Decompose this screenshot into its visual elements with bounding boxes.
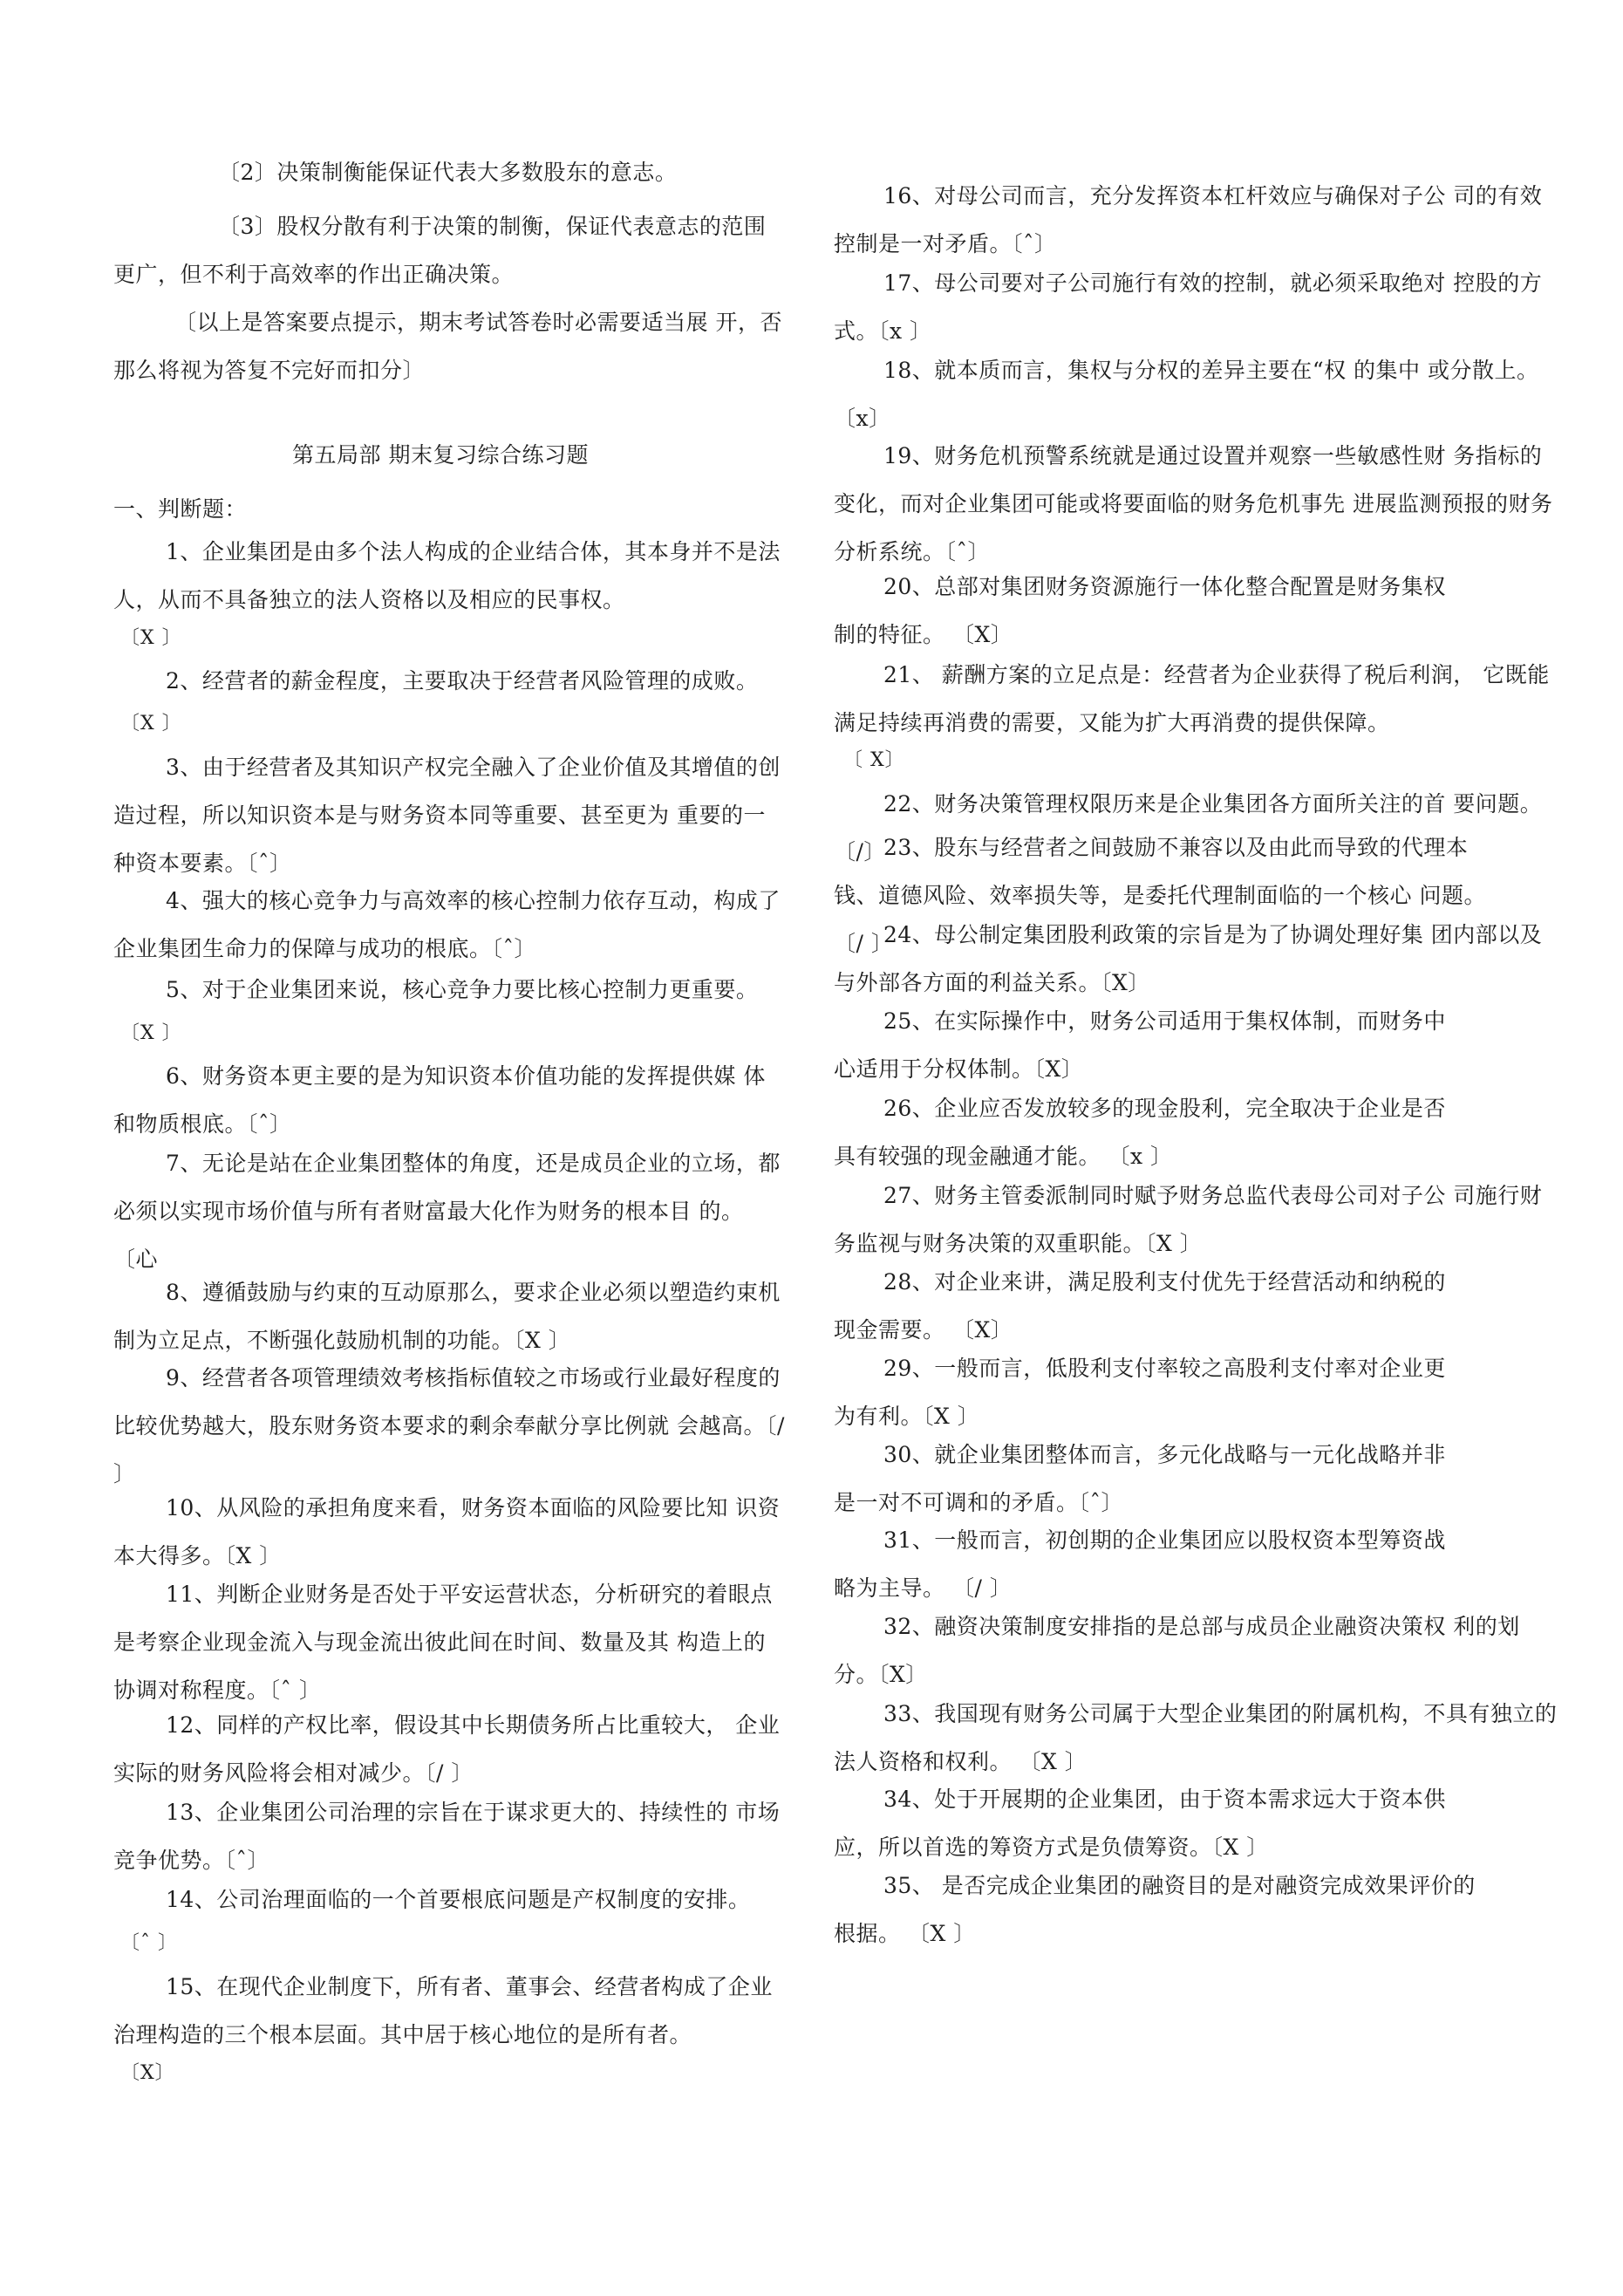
question-item: 11、判断企业财务是否处于平安运营状态，分析研究的着眼点是考察企业现金流入与现金流出彼此间在时间、数量及其 构造上的协调对称程度。〔ˆ 〕 [113, 1582, 773, 1703]
question-item: 17、母公司要对子公司施行有效的控制，就必须采取绝对 控股的方式。〔x 〕 [834, 270, 1543, 344]
question-item: 7、无论是站在企业集团整体的角度，还是成员企业的立场，都必须以实现市场价值与所有者财富最大化作为财务的根本目 的。 〔心 [113, 1151, 781, 1272]
question-item: 18、就本质而言，集权与分权的差异主要在“权 的集中 或分散上。〔x〕 [834, 358, 1539, 431]
question-item: 6、财务资本更主要的是为知识资本价值功能的发挥提供媒 体和物质根底。〔ˆ〕 [113, 1063, 766, 1137]
answer-hint-note: 〔以上是答案要点提示，期末考试答卷时必需要适当展 开，否那么将视为答复不完好而扣分〕 [113, 310, 782, 383]
question-item: 34、处于开展期的企业集团，由于资本需求远大于资本供应，所以首选的筹资方式是负债筹资。〔X 〕 [834, 1787, 1446, 1860]
question-item: 3、由于经营者及其知识产权完全融入了企业价值及其增值的创造过程，所以知识资本是与财务资本同等重要、甚至更为 重要的一种资本要素。〔ˆ〕 [113, 755, 781, 876]
answer-mark: 〔 X〕 [843, 749, 905, 771]
question-item: 29、一般而言，低股利支付率较之高股利支付率对企业更为有利。〔X 〕 [834, 1356, 1446, 1429]
question-item: 27、财务主管委派制同时赋予财务总监代表母公司对子公 司施行财务监视与财务决策的双重职能。〔X 〕 [834, 1183, 1543, 1256]
section-title: 第五局部 期末复习综合练习题 [292, 442, 589, 468]
answer-mark: 〔X 〕 [120, 1022, 182, 1044]
question-item: 24、母公制定集团股利政策的宗旨是为了协调处理好集 团内部以及与外部各方面的利益关系。〔X〕 [834, 922, 1543, 995]
question-item: 28、对企业来讲，满足股利支付优先于经营活动和纳税的现金需要。 〔X〕 [834, 1269, 1446, 1343]
question-item: 15、在现代企业制度下，所有者、董事会、经营者构成了企业治理构造的三个根本层面。其中居于核心地位的是所有者。 [113, 1974, 773, 2047]
question-item: 8、遵循鼓励与约束的互动原那么，要求企业必须以塑造约束机制为立足点，不断强化鼓励机制的功能。〔X 〕 [113, 1280, 781, 1353]
question-item: 9、经营者各项管理绩效考核指标值较之市场或行业最好程度的比较优势越大，股东财务资本要求的剩余奉献分享比例就 会越高。〔/ 〕 [113, 1365, 785, 1486]
question-item: 25、在实际操作中，财务公司适用于集权体制，而财务中心适用于分权体制。〔X〕 [834, 1008, 1446, 1082]
question-item: 21、 薪酬方案的立足点是：经营者为企业获得了税后利润， 它既能满足持续再消费的需要，又能为扩大再消费的提供保障。 [834, 662, 1550, 735]
question-item: 23、股东与经营者之间鼓励不兼容以及由此而导致的代理本钱、道德风险、效率损失等，是委托代理制面临的一个核心 问题。 〔/ 〕 [834, 835, 1486, 956]
question-item: 14、公司治理面临的一个首要根底问题是产权制度的安排。 [166, 1887, 751, 1912]
subsection-title: 一、判断题： [113, 496, 248, 522]
question-item: 20、总部对集团财务资源施行一体化整合配置是财务集权制的特征。 〔X〕 [834, 574, 1446, 647]
question-item: 10、从风险的承担角度来看，财务资本面临的风险要比知 识资本大得多。〔X 〕 [113, 1495, 781, 1568]
question-item: 19、财务危机预警系统就是通过设置并观察一些敏感性财 务指标的变化，而对企业集团可能或将要面临的财务危机事先 进展监测预报的财务分析系统。〔ˆ〕 [834, 443, 1553, 564]
question-item: 31、一般而言，初创期的企业集团应以股权资本型筹资战略为主导。 〔/ 〕 [834, 1527, 1446, 1601]
question-item: 33、我国现有财务公司属于大型企业集团的附属机构，不具有独立的 法人资格和权利。 〔X 〕 [834, 1701, 1558, 1774]
answer-mark: 〔X〕 [120, 2062, 175, 2084]
question-item: 5、对于企业集团来说，核心竞争力要比核心控制力更重要。 [166, 977, 759, 1002]
question-item: 32、融资决策制度安排指的是总部与成员企业融资决策权 利的划分。〔X〕 [834, 1614, 1520, 1687]
question-item: 22、财务决策管理权限历来是企业集团各方面所关注的首 要问题。〔/〕 [834, 791, 1543, 864]
question-item: 35、 是否完成企业集团的融资目的是对融资完成效果评价的根据。 〔X 〕 [834, 1873, 1476, 1946]
answer-mark: 〔X 〕 [120, 627, 182, 649]
question-item: 12、同样的产权比率，假设其中长期债务所占比重较大， 企业实际的财务风险将会相对减少。〔/ 〕 [113, 1712, 781, 1786]
question-item: 2、经营者的薪金程度，主要取决于经营者风险管理的成败。 [166, 668, 759, 694]
question-item: 30、就企业集团整体而言，多元化战略与一元化战略并非是一对不可调和的矛盾。〔ˆ〕 [834, 1442, 1446, 1515]
intro-paragraph: 〔3〕股权分散有利于决策的制衡，保证代表意志的范围更广，但不利于高效率的作出正确决策。 [113, 214, 767, 287]
question-item: 1、企业集团是由多个法人构成的企业结合体，其本身并不是法人，从而不具备独立的法人资格以及相应的民事权。 [113, 539, 781, 612]
answer-mark: 〔ˆ 〕 [120, 1932, 178, 1954]
intro-paragraph: 〔2〕决策制衡能保证代表大多数股东的意志。 [218, 160, 678, 185]
question-item: 4、强大的核心竞争力与高效率的核心控制力依存互动，构成了企业集团生命力的保障与成功的根底。〔ˆ〕 [113, 888, 781, 961]
answer-mark: 〔X 〕 [120, 713, 182, 735]
question-item: 26、企业应否发放较多的现金股利，完全取决于企业是否具有较强的现金融通才能。 〔x 〕 [834, 1096, 1446, 1169]
question-item: 13、企业集团公司治理的宗旨在于谋求更大的、持续性的 市场竞争优势。〔ˆ〕 [113, 1800, 781, 1873]
question-item: 16、对母公司而言，充分发挥资本杠杆效应与确保对子公 司的有效控制是一对矛盾。〔ˆ〕 [834, 183, 1543, 256]
